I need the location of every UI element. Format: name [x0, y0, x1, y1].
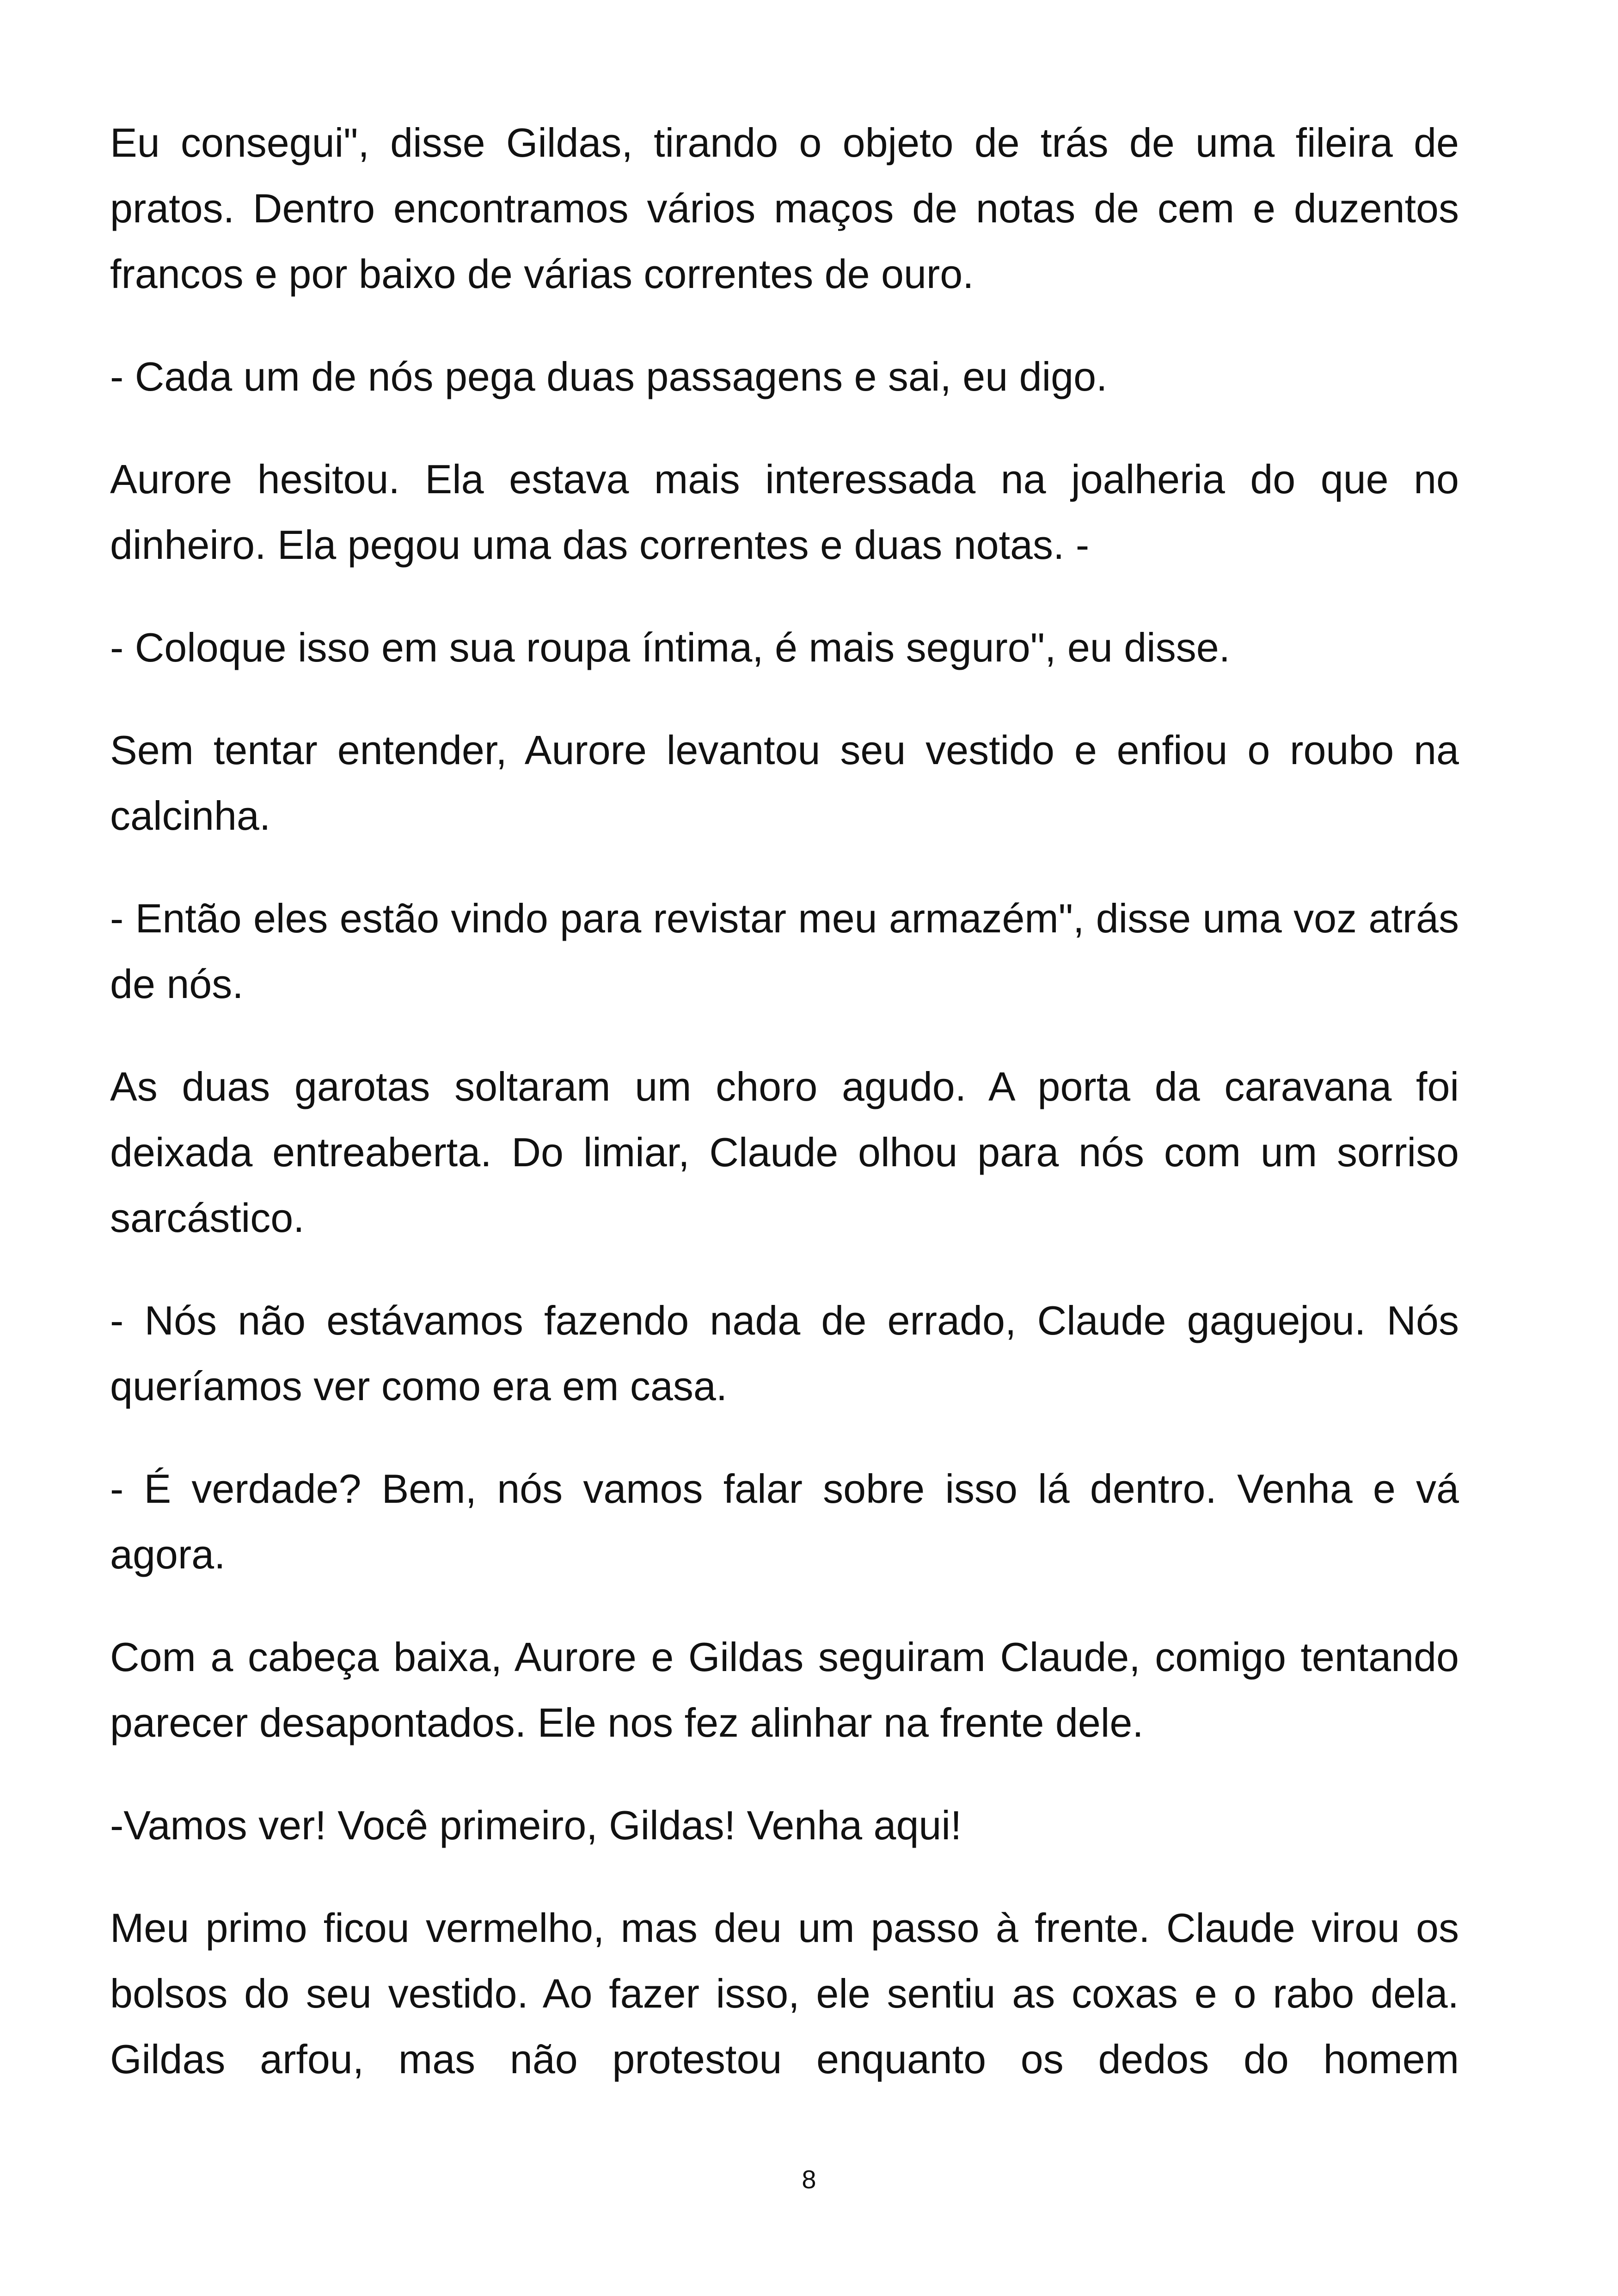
paragraph: - Cada um de nós pega duas passagens e sai, eu digo.	[110, 354, 1108, 399]
paragraph: -Vamos ver! Você primeiro, Gildas! Venha aqui!	[110, 1802, 962, 1848]
paragraph: As duas garotas soltaram um choro agudo. A porta da caravana foi deixada entreaberta. Do limiar, Claude olhou para nós com um sorriso sarcástico.	[110, 1064, 1459, 1241]
page-number: 8	[802, 2165, 816, 2194]
paragraph: Com a cabeça baixa, Aurore e Gildas seguiram Claude, comigo tentando parecer desapontados. Ele nos fez alinhar na frente dele.	[110, 1634, 1459, 1745]
body-text	[110, 110, 1459, 2129]
paragraph: - Então eles estão vindo para revistar meu armazém", disse uma voz atrás de nós.	[110, 895, 1459, 1007]
paragraph: Meu primo ficou vermelho, mas deu um passo à frente. Claude virou os bolsos do seu vestido. Ao fazer isso, ele sentiu as coxas e o rabo dela. Gildas arfou, mas não protestou enquanto os dedos do homem	[110, 1905, 1459, 2082]
paragraph: - Nós não estávamos fazendo nada de errado, Claude gaguejou. Nós queríamos ver como era em casa.	[110, 1298, 1459, 1409]
paragraph: - É verdade? Bem, nós vamos falar sobre isso lá dentro. Venha e vá agora.	[110, 1466, 1459, 1577]
paragraph: Eu consegui", disse Gildas, tirando o objeto de trás de uma fileira de pratos. Dentro encontramos vários maços de notas de cem e duzentos francos e por baixo de várias correntes de ouro.	[110, 120, 1459, 297]
paragraph: Aurore hesitou. Ela estava mais interessada na joalheria do que no dinheiro. Ela pegou uma das correntes e duas notas. -	[110, 456, 1459, 568]
paragraph: - Coloque isso em sua roupa íntima, é mais seguro", eu disse.	[110, 625, 1231, 670]
paragraph: Sem tentar entender, Aurore levantou seu vestido e enfiou o roubo na calcinha.	[110, 727, 1459, 839]
